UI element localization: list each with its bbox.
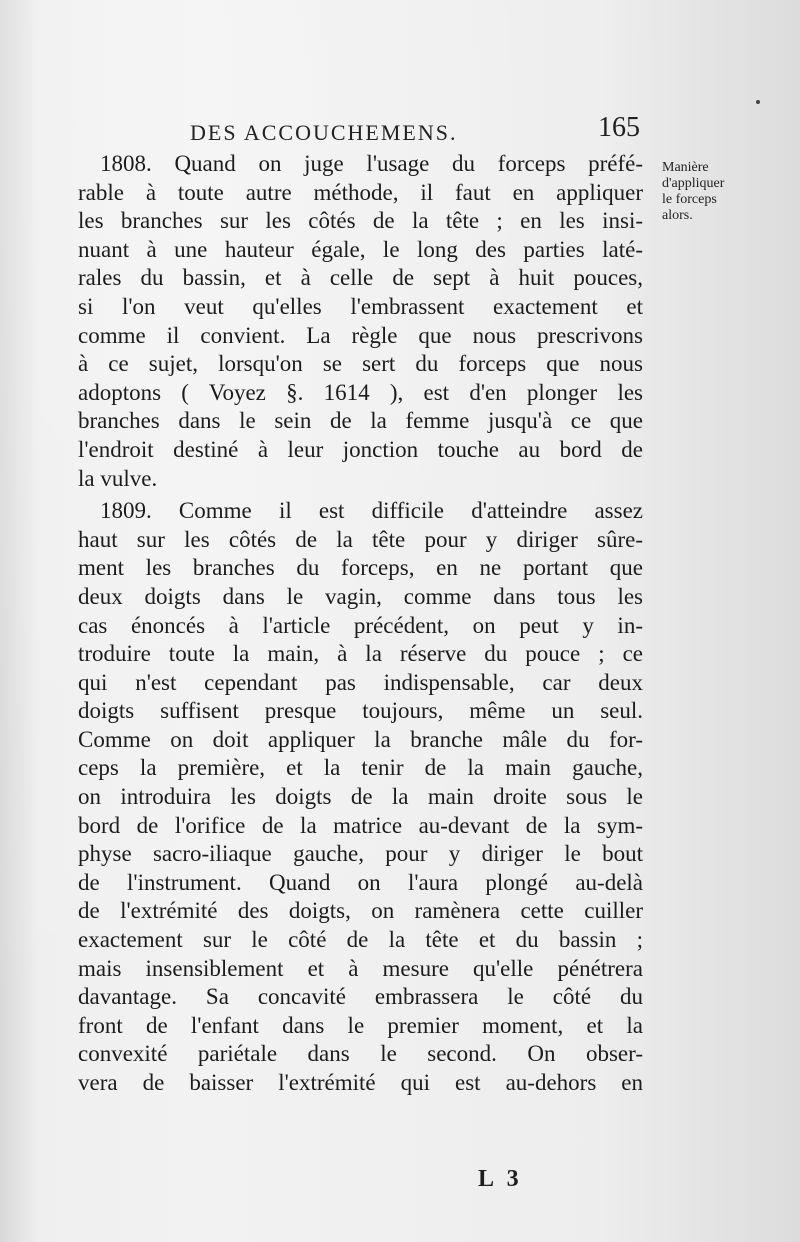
margin-note-line: Manière [662, 160, 709, 175]
text-line: de l'extrémité des doigts, on ramènera cette cuiller [78, 898, 643, 924]
running-head [190, 112, 640, 152]
text-line: exactement sur le côté de la tête et du bassin ; [78, 927, 643, 953]
text-line: deux doigts dans le vagin, comme dans tous les [78, 583, 643, 609]
paragraph-1809 [78, 497, 643, 1097]
text-line: l'endroit destiné à leur jonction touche au bord de [78, 436, 643, 462]
text-line: vera de baisser l'extrémité qui est au-dehors en [78, 1070, 643, 1095]
text-line: physe sacro-iliaque gauche, pour y diriger le bout [78, 841, 643, 867]
text-line: de l'instrument. Quand on l'aura plongé au-delà [78, 869, 643, 895]
text-line: ment les branches du forceps, en ne portant que [78, 555, 643, 581]
text-line: mais insensiblement et à mesure qu'elle pénétrera [78, 955, 643, 981]
page-number: 165 [598, 112, 640, 143]
text-line: la vulve. [78, 465, 158, 491]
text-line: ceps la première, et la tenir de la main gauche, [78, 755, 643, 781]
text-line: bord de l'orifice de la matrice au-devant de la sym- [78, 812, 643, 838]
text-line: cas énoncés à l'article précédent, on peut y in- [78, 612, 643, 638]
body-text [78, 150, 643, 1098]
text-line: branches dans le sein de la femme jusqu'à ce que [78, 408, 643, 434]
text-line: nuant à une hauteur égale, le long des parties laté- [78, 236, 643, 262]
text-line: adoptons ( Voyez §. 1614 ), est d'en plonger les [78, 379, 643, 405]
text-line: on introduira les doigts de la main droite sous le [78, 784, 643, 810]
text-line: si l'on veut qu'elles l'embrassent exactement et [78, 293, 643, 319]
margin-note-line: alors. [662, 208, 693, 223]
signature-mark: L 3 [478, 1166, 523, 1192]
text-line: davantage. Sa concavité embrassera le côté du [78, 984, 643, 1010]
text-line: haut sur les côtés de la tête pour y diriger sûre- [78, 526, 643, 552]
text-line: 1808. Quand on juge l'usage du forceps préfé- [100, 151, 643, 176]
text-line: front de l'enfant dans le premier moment, et la [78, 1012, 643, 1038]
text-line: 1809. Comme il est difficile d'atteindre assez [100, 498, 643, 524]
text-line: convexité pariétale dans le second. On obser- [78, 1041, 643, 1067]
margin-note-line: le forceps [662, 192, 717, 207]
margin-note-line: d'appliquer [662, 176, 725, 191]
text-line: les branches sur les côtés de la tête ; en les insi- [78, 208, 643, 234]
text-line: à ce sujet, lorsqu'on se sert du forceps que nous [78, 351, 643, 377]
paragraph-1808 [78, 150, 643, 493]
text-line: troduire toute la main, à la réserve du pouce ; ce [78, 641, 643, 667]
text-line: rable à toute autre méthode, il faut en appliquer [78, 179, 643, 205]
margin-note [662, 160, 762, 224]
ink-speck [756, 100, 760, 104]
running-title: DES ACCOUCHEMENS. [190, 120, 458, 145]
text-line: qui n'est cependant pas indispensable, car deux [78, 669, 643, 695]
text-line: Comme on doit appliquer la branche mâle du for- [78, 726, 643, 752]
text-line: rales du bassin, et à celle de sept à huit pouces, [78, 265, 643, 291]
text-line: doigts suffisent presque toujours, même un seul. [78, 698, 643, 724]
text-line: comme il convient. La règle que nous prescrivons [78, 322, 643, 348]
